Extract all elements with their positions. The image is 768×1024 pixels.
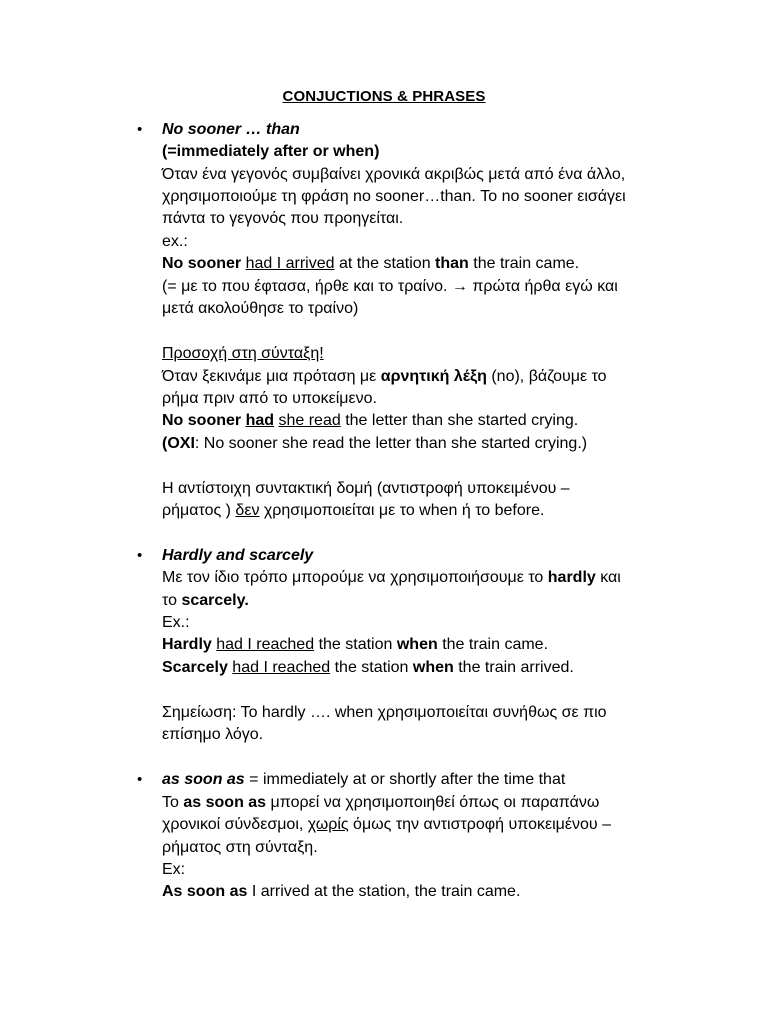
- note-line: Σημείωση: Το hardly …. when χρησιμοποιείται συνήθως σε πιο: [162, 704, 607, 721]
- counter-example: [162, 433, 587, 455]
- plain-text: ρήματος ): [162, 502, 231, 519]
- plain-text: the train came.: [442, 636, 549, 653]
- paragraph-line: Όταν ένα γεγονός συμβαίνει χρονικά ακριβώς μετά από ένα άλλο,: [162, 166, 626, 183]
- plain-text: at the station: [338, 255, 431, 272]
- bold-phrase: (ΟΧΙ: [162, 435, 195, 452]
- heading-text: No sooner … than: [162, 121, 300, 138]
- translation-line: μετά ακολούθησε το τραίνο): [162, 300, 359, 317]
- plain-text: Όταν ξεκινάμε μια πρόταση με: [162, 368, 377, 385]
- paragraph-line: [162, 366, 607, 388]
- plain-text: Με τον ίδιο τρόπο μπορούμε να χρησιμοποιήσουμε το: [162, 569, 544, 586]
- bold-phrase: Scarcely: [162, 659, 228, 676]
- translation-line: (= με το που έφτασα, ήρθε και το τραίνο. → πρώτα ήρθα εγώ και: [162, 278, 618, 295]
- paragraph-line: ρήμα πριν από το υποκείμενο.: [162, 390, 377, 407]
- paragraph-line: [162, 500, 544, 522]
- heading-text: Hardly and scarcely: [162, 547, 314, 564]
- example-sentence: [162, 881, 520, 903]
- bold-phrase: hardly: [547, 569, 596, 586]
- bullet-as-soon-as: •: [137, 771, 143, 788]
- definition-text: = immediately at or shortly after the time that: [249, 771, 566, 788]
- bold-phrase: As soon as: [162, 883, 248, 900]
- bullet-hardly: •: [137, 547, 143, 564]
- plain-text: χρονικοί σύνδεσμοι,: [162, 816, 304, 833]
- bold-phrase: No sooner: [162, 255, 242, 272]
- example-sentence: [162, 253, 579, 275]
- example-label: Ex.:: [162, 614, 190, 631]
- example-label: Ex:: [162, 861, 186, 878]
- subheading-immediately: [162, 141, 379, 163]
- heading-as-soon-as: [162, 769, 565, 791]
- plain-text: the letter than she started crying.: [345, 412, 579, 429]
- heading-no-sooner: [162, 119, 300, 141]
- plain-text: (no), βάζουμε το: [491, 368, 607, 385]
- bold-phrase: than: [435, 255, 469, 272]
- bold-phrase: Hardly: [162, 636, 212, 653]
- plain-text: the station: [334, 659, 409, 676]
- bold-phrase: αρνητική λέξη: [380, 368, 487, 385]
- bold-phrase: when: [396, 636, 438, 653]
- plain-text: the train came.: [473, 255, 580, 272]
- underlined-bold-phrase: had: [245, 412, 275, 429]
- bold-phrase: scarcely.: [181, 592, 249, 609]
- paragraph-line: [162, 567, 621, 589]
- note-line: επίσημο λόγο.: [162, 726, 264, 743]
- underlined-phrase: had I reached: [232, 659, 331, 676]
- underlined-phrase: χωρίς: [307, 816, 349, 833]
- paragraph-line: [162, 814, 611, 836]
- bold-phrase: No sooner: [162, 412, 242, 429]
- underlined-phrase: she read: [278, 412, 341, 429]
- paragraph-line: [162, 792, 599, 814]
- underlined-phrase: had I arrived: [245, 255, 335, 272]
- paragraph-line: [162, 590, 249, 612]
- subheading-text: (=immediately after or when): [162, 143, 380, 160]
- paragraph-line: χρησιμοποιούμε τη φράση no sooner…than. Το no sooner εισάγει: [162, 188, 626, 205]
- underlined-phrase: had I reached: [216, 636, 315, 653]
- paragraph-line: Η αντίστοιχη συντακτική δομή (αντιστροφή υποκειμένου –: [162, 480, 570, 497]
- example-sentence: [162, 657, 574, 679]
- underlined-phrase: Προσοχή στη σύνταξη!: [162, 345, 324, 362]
- bullet-no-sooner: •: [137, 121, 143, 138]
- plain-text: the station: [318, 636, 393, 653]
- attention-heading: [162, 343, 324, 365]
- example-sentence: [162, 634, 548, 656]
- plain-text: το: [162, 592, 177, 609]
- plain-text: μπορεί να χρησιμοποιηθεί όπως οι παραπάνω: [270, 794, 600, 811]
- plain-text: : No sooner she read the letter than she started crying.): [194, 435, 588, 452]
- plain-text: the train arrived.: [458, 659, 574, 676]
- plain-text: Το: [162, 794, 179, 811]
- heading-hardly-scarcely: [162, 545, 313, 567]
- plain-text: I arrived at the station, the train came.: [251, 883, 521, 900]
- example-sentence: [162, 410, 578, 432]
- bold-phrase: when: [412, 659, 454, 676]
- heading-text: as soon as: [162, 771, 245, 788]
- plain-text: και: [600, 569, 621, 586]
- example-label: ex.:: [162, 233, 188, 250]
- plain-text: χρησιμοποιείται με το when ή το before.: [263, 502, 545, 519]
- bold-phrase: as soon as: [183, 794, 267, 811]
- plain-text: όμως την αντιστροφή υποκειμένου –: [353, 816, 612, 833]
- underlined-phrase: δεν: [235, 502, 260, 519]
- paragraph-line: ρήματος στη σύνταξη.: [162, 839, 318, 856]
- document-title: CONJUCTIONS & PHRASES: [282, 88, 486, 105]
- paragraph-line: πάντα το γεγονός που προηγείται.: [162, 210, 404, 227]
